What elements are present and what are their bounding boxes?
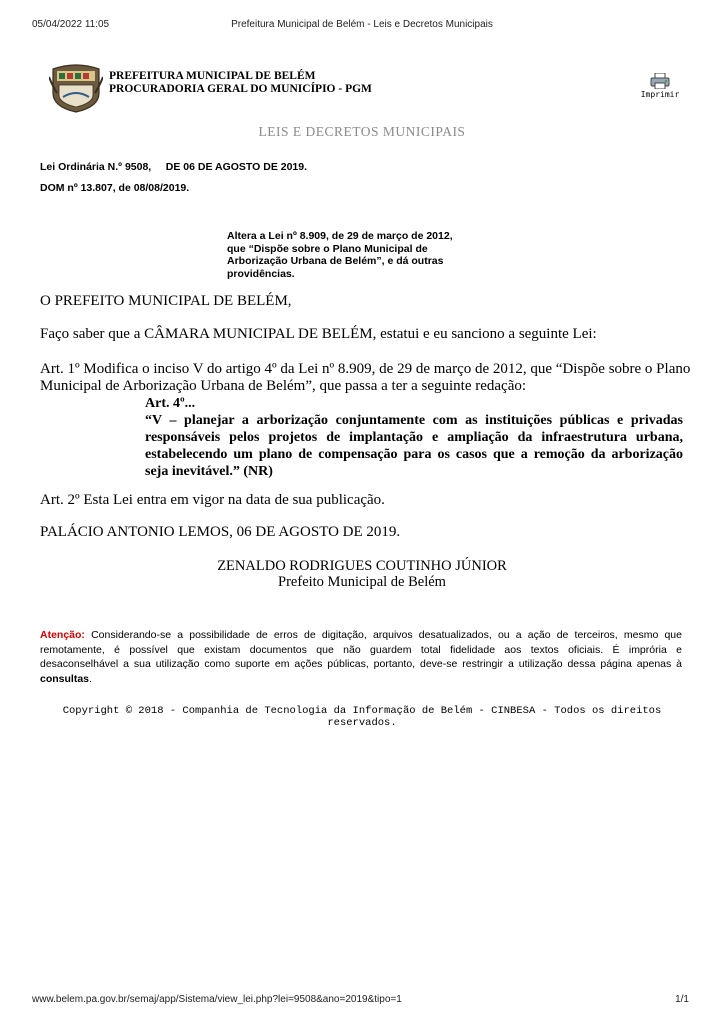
print-page-title: Prefeitura Municipal de Belém - Leis e Decretos Municipais xyxy=(231,19,493,30)
disclaimer-text: Considerando-se a possibilidade de erros de digitação, arquivos desatualizados, ou a ação de terceiros, mesmo que xyxy=(84,629,682,641)
amended-line: seja inevitável.” (NR) xyxy=(145,464,273,479)
print-button[interactable] xyxy=(640,73,680,99)
law-summary xyxy=(227,230,492,280)
print-label: Imprimir xyxy=(640,90,680,99)
disclaimer xyxy=(40,628,682,686)
article-2: Art. 2º Esta Lei entra em vigor na data de sua publicação. xyxy=(40,492,385,508)
signer-title: Prefeito Municipal de Belém xyxy=(278,574,446,590)
org-department: PROCURADORIA GERAL DO MUNICÍPIO - PGM xyxy=(109,83,372,95)
signing-place-date: PALÁCIO ANTONIO LEMOS, 06 DE AGOSTO DE 2019. xyxy=(40,524,401,540)
disclaimer-emphasis: consultas xyxy=(40,672,90,685)
article-1-line: Municipal de Arborização Urbana de Belém”, que passa a ter a seguinte redação: xyxy=(40,378,527,394)
copyright-notice xyxy=(40,705,684,729)
signer-name: ZENALDO RODRIGUES COUTINHO JÚNIOR xyxy=(217,558,507,574)
print-datetime: 05/04/2022 11:05 xyxy=(32,19,110,30)
amended-article-head: Art. 4º... xyxy=(145,396,196,411)
belem-coat-of-arms-icon xyxy=(49,63,103,113)
preamble: O PREFEITO MUNICIPAL DE BELÉM, xyxy=(40,293,292,309)
enactment-clause: Faço saber que a CÂMARA MUNICIPAL DE BELÉM, estatui e eu sanciono a seguinte Lei: xyxy=(40,326,597,342)
summary-line: Altera a Lei nº 8.909, de 29 de março de 2012, xyxy=(227,230,453,242)
disclaimer-line: remotamente, é possível que existam documentos que não guardem total fidelidade aos textos oficiais. É imprória e xyxy=(40,643,682,656)
dom-reference: DOM nº 13.807, de 08/08/2019. xyxy=(40,182,190,194)
amended-text xyxy=(145,395,683,480)
article-1 xyxy=(40,361,690,395)
summary-line: que “Dispõe sobre o Plano Municipal de xyxy=(227,242,428,255)
summary-line: Arborização Urbana de Belém”, e dá outras xyxy=(227,255,444,267)
printer-icon xyxy=(650,73,670,89)
summary-line: providências. xyxy=(227,267,295,280)
law-id: Lei Ordinária N.º 9508, DE 06 DE AGOSTO DE 2019. xyxy=(40,161,308,173)
warning-label: Atenção: xyxy=(40,629,85,641)
disclaimer-end: . xyxy=(89,672,92,685)
section-title: LEIS E DECRETOS MUNICIPAIS xyxy=(258,124,466,139)
disclaimer-line: desaconselhável a sua utilização como suporte em ações públicas, portanto, deve-se restringir a utilização dessa página apenas à xyxy=(40,658,682,670)
disclaimer-line xyxy=(40,672,682,687)
org-name: PREFEITURA MUNICIPAL DE BELÉM xyxy=(109,70,316,82)
article-1-line: Art. 1º Modifica o inciso V do artigo 4º da Lei nº 8.909, de 29 de março de 2012, que “Dispõe sobre o Plano xyxy=(40,361,691,377)
print-url[interactable] xyxy=(32,994,402,1005)
disclaimer-line xyxy=(40,628,682,643)
copyright-line: Copyright © 2018 - Companhia de Tecnologia da Informação de Belém - CINBESA - Todos os direitos xyxy=(62,705,662,717)
page-url-link[interactable]: www.belem.pa.gov.br/semaj/app/Sistema/view_lei.php?lei=9508&ano=2019&tipo=1 xyxy=(32,994,402,1005)
amended-line: estabelecendo um plano de compensação para os casos que a remoção da arborização xyxy=(145,447,683,462)
amended-line: “V – planejar a arborização conjuntamente com as instituições públicas e privadas xyxy=(145,413,683,428)
copyright-line: reservados. xyxy=(327,717,397,729)
amended-line: responsáveis pelos projetos de implantação e ampliação da infraestrutura urbana, xyxy=(145,430,683,445)
print-page-number: 1/1 xyxy=(675,994,689,1005)
